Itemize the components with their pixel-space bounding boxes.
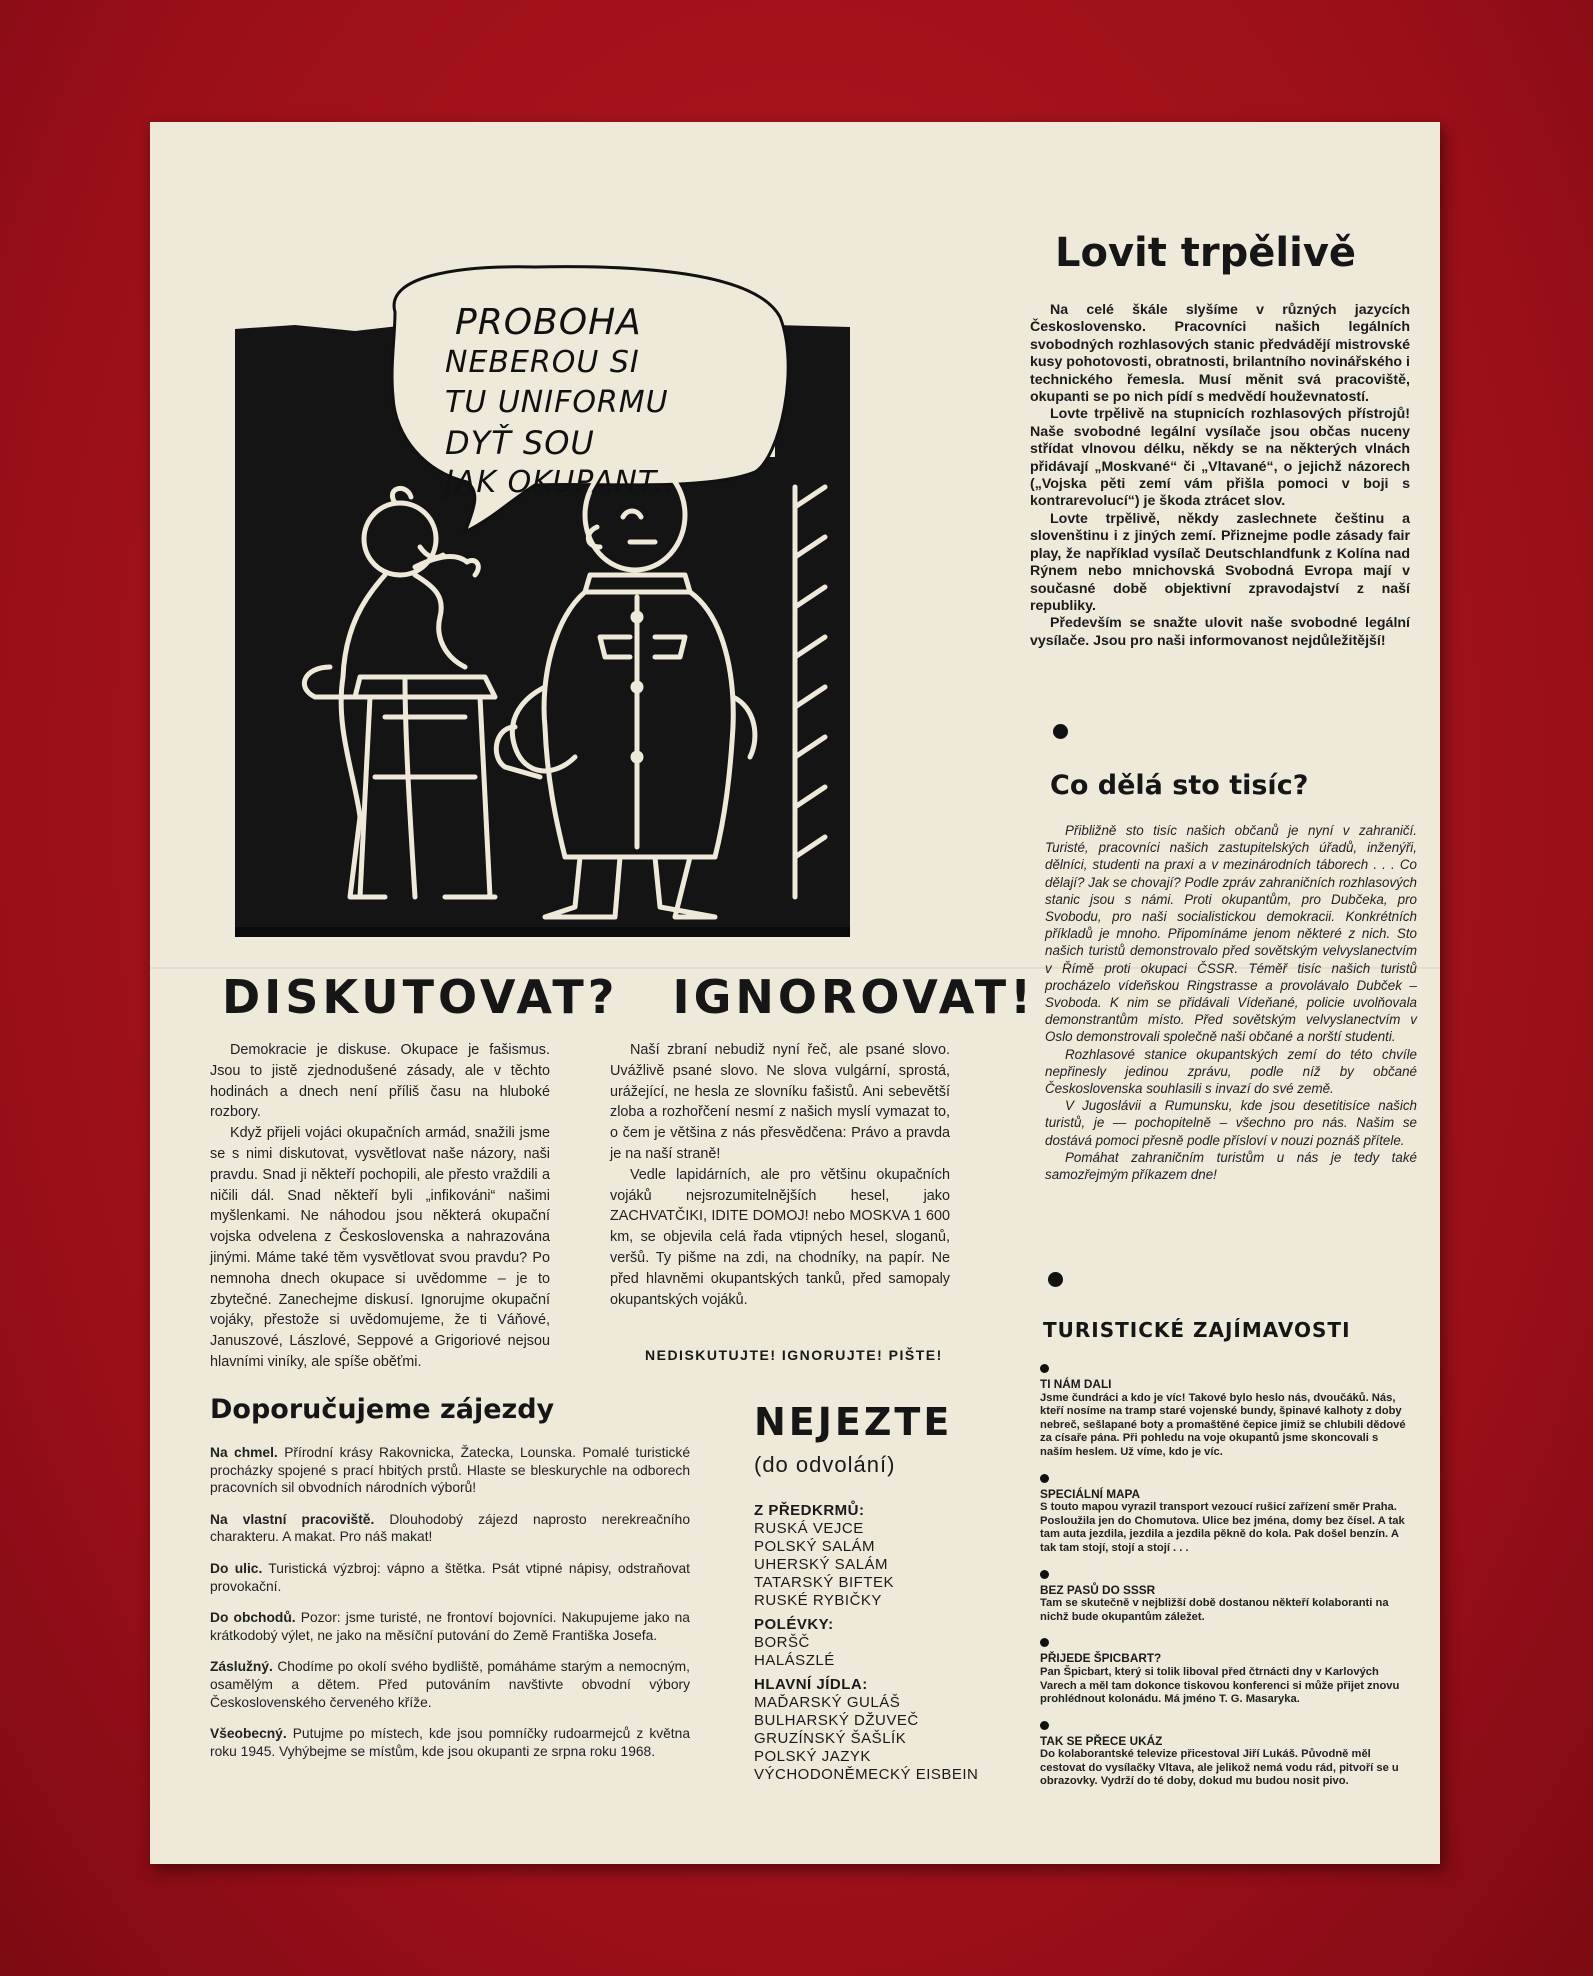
zajezd-label: Všeobecný. <box>210 1726 287 1742</box>
zajezd-label: Do ulic. <box>210 1560 263 1576</box>
paragraph: Pomáhat zahraničním turistům u nás je tedy také samozřejmým příkazem dne! <box>1045 1149 1417 1183</box>
turisticke-item-text: S touto mapou vyrazil transport vezoucí rušicí zařízení směr Praha. Posloužila jen do Chomutova. Ulice bez jména, domy bez čísel. A tak tam auta jezdila, jezdila a jezdila pěkně do kola. Pak došel benzín. A tak tam stojí, stojí a stojí . . . <box>1040 1501 1405 1554</box>
zajezd-text: Dlouhodobý zájezd naprosto nerekreačního charakteru. A makat. Pro náš makat! <box>210 1511 690 1545</box>
paragraph: Demokracie je diskuse. Okupace je fašismus. Jsou to jistě zjednodušené zásady, ale v těchto hodinách a dnech není příliš času na hluboké rozbory. <box>210 1042 550 1121</box>
turisticke-item <box>1040 1566 1412 1625</box>
turisticke-item-text: Pan Špicbart, který si tolik liboval před čtrnácti dny v Karlových Varech a měl tam dokonce tiskovou konferenci si může přijet znovu prohlédnout kolonádu. Má jméno T. G. Masaryka. <box>1040 1665 1400 1706</box>
paragraph: Lovte trpělivě, někdy zaslechnete češtinu a slovenštinu i z jiných zemí. Přiznejme podle zásady fair play, že například vysílač Deutschlandfunk z Kolína nad Rýnem nebo mnichovská Svobodná Evropa mají v současné době objektivní zpravodajství z naší republiky. <box>1030 510 1410 614</box>
menu-item: UHERSKÝ SALÁM <box>754 1556 889 1573</box>
menu-category: POLÉVKY: <box>754 1616 834 1633</box>
turisticke-item-text: Jsme čundráci a kdo je víc! Takové bylo heslo nás, dvoučáků. Nás, kteří nosíme na tramp staré vojenské bundy, špinavé kalhoty z doby nebreč, sešlapané boty a promaštěné čepice jimiž se chlubili dědové za císaře pána. Při pohledu na voje okupantů jsme skoncovali s naším heslem. Už víme, kdo je víc. <box>1040 1391 1406 1458</box>
turisticke-item-text: Do kolaborantské televize přicestoval Jiří Lukáš. Původně měl cestovat do vysílačky Vltava, ale jelikož nemá vodu rád, pitvoří se u obrazovky. Vydrží do té doby, dokud mu budou nosit pivo. <box>1040 1748 1399 1788</box>
turisticke-item <box>1040 1634 1412 1706</box>
turisticke-item-title: BEZ PASŮ DO SSSR <box>1040 1582 1156 1597</box>
turisticke-item <box>1040 1360 1412 1460</box>
zajezd-label: Na vlastní pracoviště. <box>210 1511 375 1527</box>
bullet-dot <box>1040 1474 1049 1483</box>
leaflet-page <box>150 122 1440 1864</box>
bullet-dot <box>1040 1721 1049 1730</box>
menu-item: VÝCHODONĚMECKÝ EISBEIN <box>754 1766 979 1783</box>
menu-item: MAĎARSKÝ GULÁŠ <box>754 1694 901 1711</box>
discuss-left-column <box>210 1040 550 1373</box>
turisticke-list <box>1040 1360 1412 1799</box>
sto-tisic-text <box>1045 822 1417 1183</box>
nejezte-menu <box>754 1496 1004 1784</box>
bullet-dot <box>1040 1638 1049 1647</box>
turisticke-item-title: TI NÁM DALI <box>1040 1377 1112 1391</box>
turisticke-item-text: Tam se skutečně v nejbližší době dostanou někteří kolaboranti na nichž bude okupantům záležet. <box>1040 1597 1389 1623</box>
menu-item: GRUZÍNSKÝ ŠAŠLÍK <box>754 1730 907 1747</box>
menu-item: BULHARSKÝ DŽUVEČ <box>754 1712 919 1729</box>
zajezdy-list <box>210 1444 690 1774</box>
zajezd-label: Na chmel. <box>210 1445 278 1460</box>
bubble-line: TU UNIFORMU <box>445 385 669 420</box>
zajezd-text: Putujme po místech, kde jsou pomníčky rudoarmejců z května roku 1945. Vyhýbejme se místům, kde jsou okupanti ze srpna roku 1968. <box>210 1726 690 1759</box>
paragraph: Rozhlasové stanice okupantských zemí do této chvíle nepřinesly jedinou zprávu, podle níž by občané Československa souhlasili s invazí do své země. <box>1045 1046 1417 1097</box>
zajezdy-title: Doporučujeme zájezdy <box>210 1394 555 1425</box>
menu-item: TATARSKÝ BIFTEK <box>754 1574 895 1591</box>
zajezd-label: Do obchodů. <box>210 1610 296 1626</box>
bubble-line: NEBEROU SI <box>445 345 640 380</box>
headline-ignore: IGNOROVAT! <box>672 970 1036 1024</box>
discuss-right-column <box>610 1040 950 1310</box>
menu-category: HLAVNÍ JÍDLA: <box>754 1676 868 1693</box>
zajezd-item <box>210 1725 690 1760</box>
zajezd-text: Pozor: jsme turisté, ne frontoví bojovníci. Nakupujeme jako na krátkodobý výlet, ne jako na měsíční putování do Země Františka Josefa. <box>210 1610 690 1643</box>
bubble-line: DYŤ SOU <box>445 424 595 462</box>
bubble-line: PROBOHA <box>455 302 642 343</box>
menu-item: POLSKÝ SALÁM <box>754 1538 876 1555</box>
zajezd-item <box>210 1658 690 1711</box>
cartoon-illustration <box>235 257 850 937</box>
bullet-dot <box>1053 724 1068 739</box>
menu-item: RUSKÉ RYBIČKY <box>754 1592 882 1609</box>
bullet-dot <box>1040 1364 1049 1373</box>
paragraph: V Jugoslávii a Rumunsku, kde jsou desetitisíce našich turistů, je — pochopitelně – všechno pro nás. Našim se dostává pomoci přesně podle přísloví v nouzi poznáš přítele. <box>1045 1098 1417 1148</box>
menu-item: HALÁSZLÉ <box>754 1652 835 1669</box>
paragraph: Vedle lapidárních, ale pro většinu okupačních vojáků nejsrozumitelnějších hesel, jako ZACHVATČIKI, IDITE DOMOJ! nebo MOSKVA 1 600 km, se objevila celá řada vtipných hesel, sloganů, veršů. Ty pišme na zdi, na chodníky, na papír. Ne před hlavněmi okupantských tanků, před samopaly okupantských vojáků. <box>610 1166 950 1308</box>
zajezd-label: Záslužný. <box>210 1659 273 1675</box>
paragraph: Na celé škále slyšíme v různých jazycích Československo. Pracovníci našich legálních svobodných rozhlasových stanic předvádějí mistrovské kusy pohotovosti, obratnosti, brilantního novinářského i technického řemesla. Musí měnit svá pracoviště, okupanti se po nich pídí s medvědí houževnatostí. <box>1030 302 1410 406</box>
bullet-dot <box>1048 1272 1063 1287</box>
paragraph: Především se snažte ulovit naše svobodné legální vysílače. Jsou pro naši informovanost nejdůležitější! <box>1030 615 1410 649</box>
paragraph: Když přijeli vojáci okupačních armád, snažili jsme se s nimi diskutovat, vysvětlovat naše názory, naši pravdu. Snad ji někteří pochopili, ale přesto vraždili a ničili dál. Snad někteří byli „infikováni“ našimi myšlenkami. Ne náhodou jsou některá okupační vojska odvelena z Československa a nahrazována jinými. Máme také těm vysvětlovat svou pravdu? Po nemnoha dnech okupace si uvědomme – je to zbytečné. Zanechejme diskusí. Ignorujme okupační vojáky, přestože si uvědomujeme, že ti Váňové, Januszové, Lászlové, Seppové a Grigoriové nejsou hlavními viníky, ale spíše oběťmi. <box>210 1125 550 1370</box>
turisticke-item-title: TAK SE PŘECE UKÁZ <box>1040 1733 1163 1748</box>
nejezte-title: NEJEZTE <box>754 1400 953 1444</box>
bullet-dot <box>1040 1570 1049 1579</box>
paragraph: Lovte trpělivě na stupnicích rozhlasových přístrojů! Naše svobodné legální vysílače jsou občas nuceny střídat vlnovou délku, někdy se na některých vlnách přidávají „Moskvané“ či „Vltavané“, o jejichž názorech („Vojska pěti zemí vám přišla pomoci v boji s kontrarevolucí“) je škoda ztrácet slov. <box>1030 406 1410 510</box>
paragraph: Naší zbraní nebudiž nyní řeč, ale psané slovo. Uvážlivě psané slovo. Ne slova vulgární, sprostá, urážející, ne hesla ze slovníku fašistů. Ani sebevětší zloba a rozhořčení nesmí z našich myslí vymazat to, o čem je většina z nás přesvědčena: Právo a pravda je na naší straně! <box>610 1042 950 1162</box>
menu-category: Z PŘEDKRMŮ: <box>754 1502 865 1519</box>
lovit-text <box>1030 302 1410 650</box>
paragraph: Přibližně sto tisíc našich občanů je nyní v zahraničí. Turisté, pracovníci našich zastupitelských úřadů, inženýři, dělníci, studenti na praxi a v mezinárodních táborech . . . Co dělají? Jak se chovají? Podle zpráv zahraničních rozhlasových stanic jsou s námi. Proti okupantům, pro Dubčeka, pro Svobodu, pro naši socialistickou demokracii. Konkrétních příkladů je mnoho. Připomínáme jenom některé z nich. Sto našich turistů demonstrovalo před sovětským velvyslanectvím v Římě proti okupaci ČSSR. Téměř tisíc našich turistů procházelo vídeňskou Ringstrasse a provolávalo Dubček – Svoboda. K nim se přidávali Vídeňané, policie uvolňovala demonstrantům místo. Před sovětským velvyslanectvím v Oslo demonstrovali společně naši občané a norští studenti. <box>1045 823 1417 1045</box>
zajezd-item <box>210 1511 690 1546</box>
zajezd-item <box>210 1560 690 1595</box>
turisticke-item-title: PŘIJEDE ŠPICBART? <box>1040 1651 1162 1666</box>
turisticke-item <box>1040 1717 1412 1789</box>
lovit-title: Lovit trpělivě <box>1055 230 1357 276</box>
menu-item: RUSKÁ VEJCE <box>754 1520 864 1537</box>
main-headline <box>222 970 1035 1024</box>
zajezd-item <box>210 1444 690 1497</box>
headline-discuss: DISKUTOVAT? <box>222 970 619 1024</box>
bubble-line: JAK OKUPANT.. <box>445 465 675 500</box>
zajezd-text: Chodíme po okolí svého bydliště, pomáháme starým a nemocným, osamělým a dětem. Před putováním navštivte obvodní výbory Československého červeného kříže. <box>210 1659 690 1710</box>
menu-item: BORŠČ <box>754 1634 810 1651</box>
turisticke-item-title: SPECIÁLNÍ MAPA <box>1040 1486 1141 1501</box>
zajezd-item <box>210 1609 690 1644</box>
speech-bubble-text <box>445 303 785 503</box>
menu-item: POLSKÝ JAZYK <box>754 1748 871 1765</box>
nejezte-subtitle: (do odvolání) <box>754 1452 896 1477</box>
turisticke-title: TURISTICKÉ ZAJÍMAVOSTI <box>1043 1318 1351 1342</box>
zajezd-text: Přírodní krásy Rakovnicka, Žatecka, Lounska. Pomalé turistické procházky spojené s prací hbitých prstů. Hlaste se bleskurychle na odborech pracovních sil obvodních národních výborů! <box>210 1445 690 1496</box>
slogan: NEDISKUTUJTE! IGNORUJTE! PIŠTE! <box>645 1347 943 1363</box>
zajezd-text: Turistická výzbroj: vápno a štětka. Psát vtipné nápisy, odstraňovat provokační. <box>210 1560 690 1594</box>
sto-tisic-title: Co dělá sto tisíc? <box>1050 770 1309 801</box>
turisticke-item <box>1040 1470 1412 1556</box>
